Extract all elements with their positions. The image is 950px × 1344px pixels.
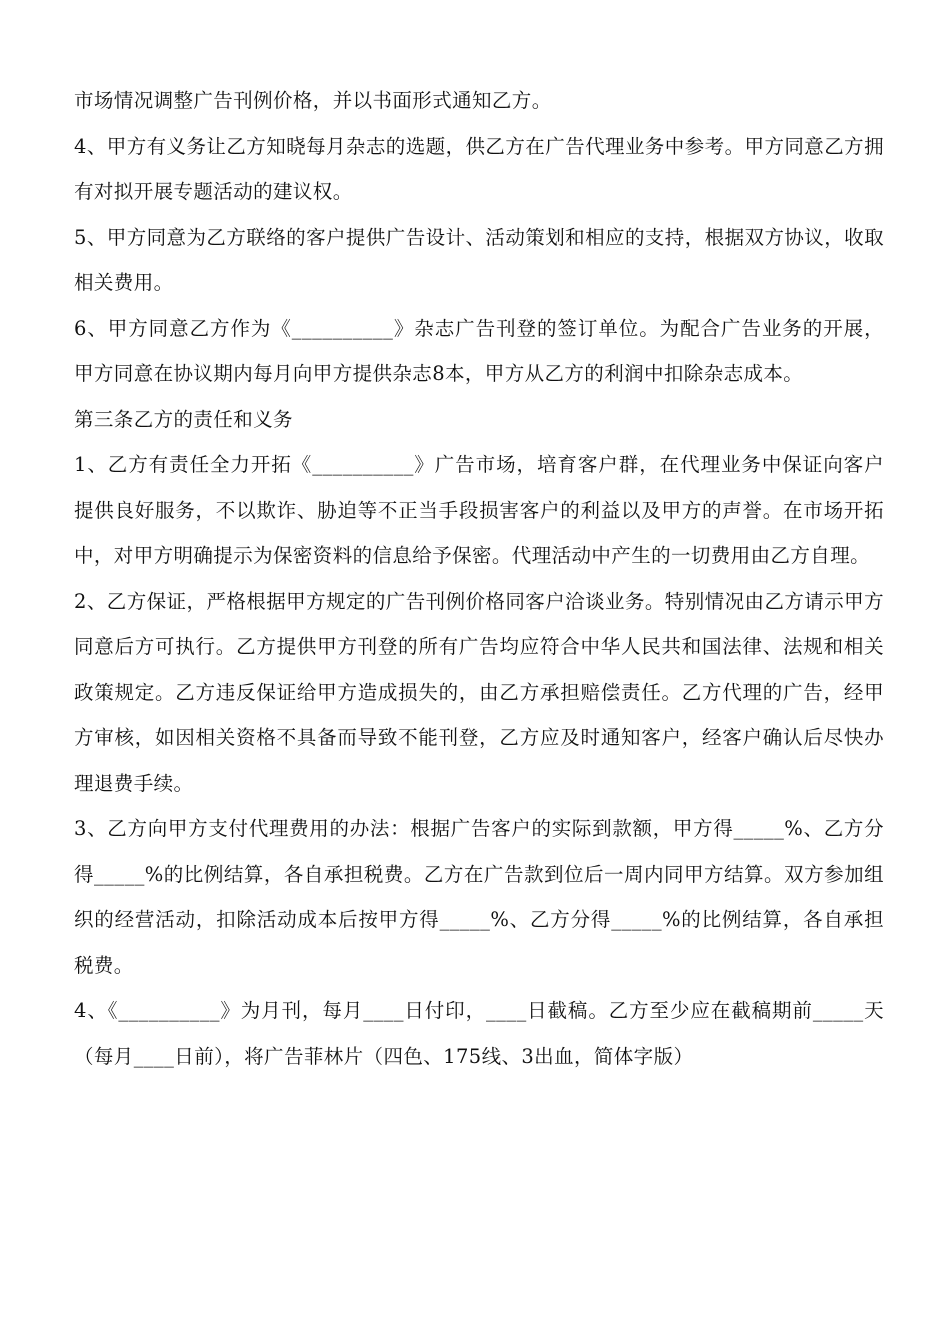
- paragraph-price-adjustment: 市场情况调整广告刊例价格，并以书面形式通知乙方。: [74, 89, 552, 112]
- paragraph-b-clause-1: 1、乙方有责任全力开拓《__________》广告市场，培育客户群，在代理业务中保证向客户提供良好服务，不以欺诈、胁迫等不正当手段损害客户的利益以及甲方的声誉。在市场开拓中，对甲方明确提示为保密资料的信息给予保密。代理活动中产生的一切费用由乙方自理。: [74, 453, 884, 567]
- section-heading-article-3: 第三条乙方的责任和义务: [74, 407, 293, 431]
- paragraph-clause-5: 5、甲方同意为乙方联络的客户提供广告设计、活动策划和相应的支持，根据双方协议，收取相关费用。: [74, 225, 884, 294]
- paragraph-b-clause-4: 4、《__________》为月刊，每月____日付印，____日截稿。乙方至少应在截稿期前_____天（每月____日前），将广告菲林片（四色、175线、3出血，简体字版）: [74, 999, 884, 1068]
- paragraph-b-clause-2: 2、乙方保证，严格根据甲方规定的广告刊例价格同客户洽谈业务。特别情况由乙方请示甲方同意后方可执行。乙方提供甲方刊登的所有广告均应符合中华人民共和国法律、法规和相关政策规定。乙方违反保证给甲方造成损失的，由乙方承担赔偿责任。乙方代理的广告，经甲方审核，如因相关资格不具备而导致不能刊登，乙方应及时通知客户，经客户确认后尽快办理退费手续。: [74, 589, 884, 795]
- paragraph-clause-4: 4、甲方有义务让乙方知晓每月杂志的选题，供乙方在广告代理业务中参考。甲方同意乙方拥有对拟开展专题活动的建议权。: [74, 134, 884, 203]
- paragraph-b-clause-3: 3、乙方向甲方支付代理费用的办法：根据广告客户的实际到款额，甲方得_____%、乙方分得_____%的比例结算，各自承担税费。乙方在广告款到位后一周内同甲方结算。双方参加组织的经营活动，扣除活动成本后按甲方得_____%、乙方分得_____%的比例结算，各自承担税费。: [74, 817, 884, 977]
- paragraph-clause-6: 6、甲方同意乙方作为《__________》杂志广告刊登的签订单位。为配合广告业务的开展，甲方同意在协议期内每月向甲方提供杂志8本，甲方从乙方的利润中扣除杂志成本。: [74, 316, 884, 385]
- document-body: [74, 78, 884, 1079]
